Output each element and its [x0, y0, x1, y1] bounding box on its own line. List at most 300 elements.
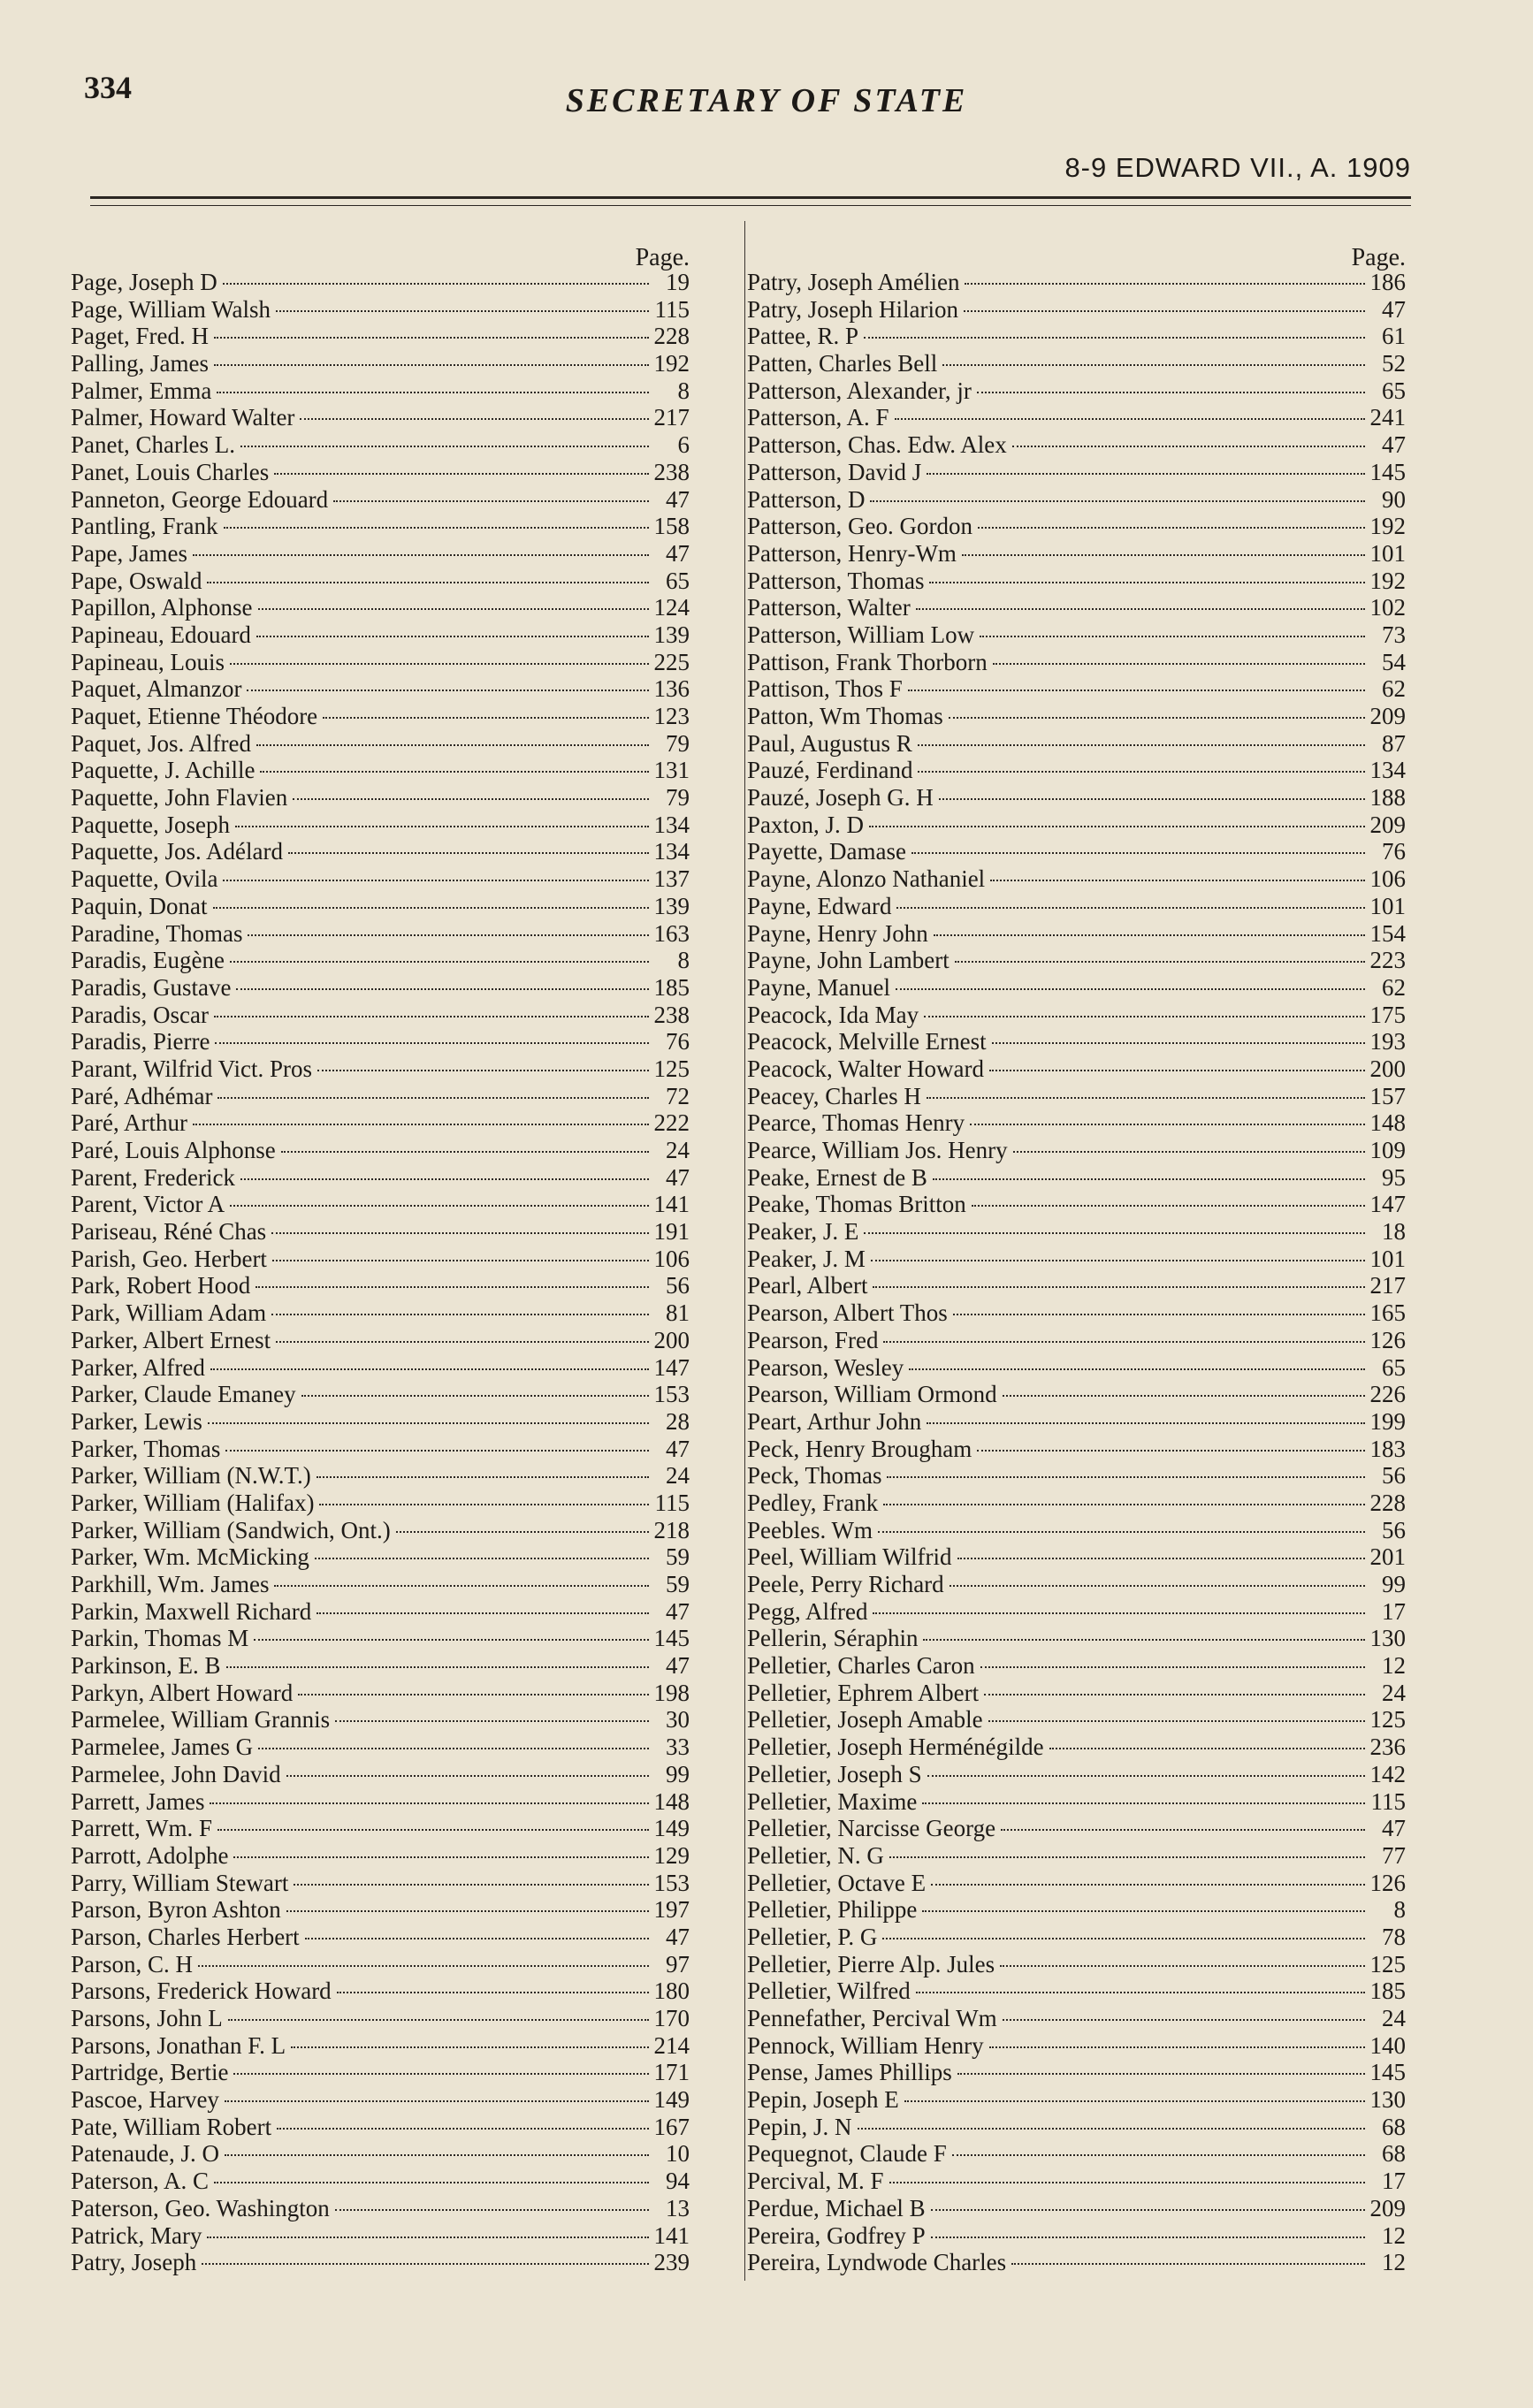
- entry-name: Parker, William (Sandwich, Ont.): [71, 1516, 391, 1543]
- dot-leader: [396, 1531, 649, 1533]
- dot-leader: [198, 1965, 649, 1967]
- entry-name: Pelletier, Pierre Alp. Jules: [747, 1950, 995, 1977]
- entry-page-number: 73: [1382, 621, 1406, 648]
- entry-name: Page, William Walsh: [71, 295, 271, 323]
- index-entry: [71, 893, 690, 920]
- entry-name: Parson, C. H: [71, 1950, 194, 1977]
- entry-page-number: 56: [666, 1272, 690, 1299]
- entry-name: Peacock, Walter Howard: [747, 1055, 984, 1082]
- entry-page-number: 24: [666, 1462, 690, 1490]
- entry-page-number: 225: [653, 648, 690, 675]
- entry-page-number: 47: [666, 539, 690, 567]
- entry-page-number: 77: [1382, 1841, 1406, 1869]
- dot-leader: [929, 582, 1364, 583]
- index-entry: [71, 1436, 690, 1463]
- dot-leader: [317, 1476, 649, 1478]
- entry-page-number: 12: [1382, 1652, 1406, 1680]
- index-entry: [71, 296, 690, 324]
- index-entry: [71, 404, 690, 431]
- index-entry: [747, 2059, 1406, 2086]
- dot-leader: [1003, 1395, 1365, 1397]
- entry-page-number: 47: [666, 1435, 690, 1462]
- index-entry: [71, 1815, 690, 1842]
- dot-leader: [908, 690, 1365, 691]
- index-entry: [71, 730, 690, 758]
- entry-name: Patterson, William Low: [747, 621, 975, 648]
- index-entry: [71, 2032, 690, 2060]
- entry-name: Peel, William Wilfrid: [747, 1543, 952, 1571]
- entry-name: Pariseau, Réné Chas: [71, 1218, 267, 1246]
- entry-name: Peck, Thomas: [747, 1462, 882, 1490]
- entry-name: Pape, James: [71, 539, 187, 567]
- entry-page-number: 142: [1369, 1760, 1406, 1787]
- index-entry: [747, 431, 1406, 459]
- entry-name: Paquin, Donat: [71, 892, 208, 919]
- index-entry: [747, 2249, 1406, 2276]
- dot-leader: [922, 1910, 1365, 1912]
- index-entry: [71, 1896, 690, 1924]
- index-entry: [71, 1109, 690, 1137]
- entry-page-number: 115: [654, 295, 690, 323]
- index-entry: [71, 431, 690, 459]
- dot-leader: [193, 1124, 649, 1125]
- entry-name: Panet, Charles L.: [71, 431, 235, 459]
- dot-leader: [293, 798, 649, 800]
- dot-leader: [895, 418, 1365, 420]
- index-entry: [71, 812, 690, 839]
- index-entry: [71, 621, 690, 649]
- entry-name: Pelletier, Octave E: [747, 1869, 927, 1896]
- entry-page-number: 95: [1382, 1163, 1406, 1191]
- header-rule-thin: [90, 205, 1411, 206]
- entry-name: Patterson, Walter: [747, 594, 911, 621]
- index-entry: [71, 594, 690, 621]
- entry-page-number: 101: [1369, 539, 1406, 567]
- entry-name: Pereira, Lyndwode Charles: [747, 2249, 1007, 2276]
- index-entry: [747, 1625, 1406, 1652]
- dot-leader: [315, 1558, 649, 1559]
- entry-name: Patterson, Thomas: [747, 567, 925, 594]
- entry-name: Partridge, Bertie: [71, 2059, 229, 2086]
- dot-leader: [226, 1666, 649, 1668]
- index-entry: [747, 594, 1406, 621]
- entry-page-number: 147: [653, 1353, 690, 1381]
- entry-name: Pelletier, Narcisse George: [747, 1815, 996, 1842]
- index-entry: [71, 649, 690, 676]
- entry-page-number: 148: [1369, 1109, 1406, 1137]
- dot-leader: [260, 771, 648, 773]
- index-entry: [71, 459, 690, 486]
- entry-page-number: 47: [1382, 295, 1406, 323]
- dot-leader: [240, 446, 649, 447]
- entry-name: Parkinson, E. B: [71, 1652, 221, 1680]
- entry-page-number: 217: [1369, 1272, 1406, 1299]
- entry-name: Parkhill, Wm. James: [71, 1571, 270, 1597]
- dot-leader: [869, 826, 1364, 827]
- dot-leader: [933, 1178, 1365, 1180]
- entry-page-number: 185: [653, 973, 690, 1001]
- entry-page-number: 217: [653, 404, 690, 431]
- dot-leader: [882, 1938, 1365, 1939]
- dot-leader: [918, 744, 1365, 746]
- index-entry: [747, 1381, 1406, 1408]
- dot-leader: [989, 1070, 1365, 1071]
- index-entry: [71, 1462, 690, 1490]
- entry-name: Percival, M. F: [747, 2168, 884, 2195]
- index-entry: [747, 2168, 1406, 2195]
- dot-leader: [230, 961, 649, 963]
- index-entry: [71, 377, 690, 405]
- entry-name: Paquet, Etienne Théodore: [71, 703, 318, 729]
- dot-leader: [276, 1341, 648, 1343]
- entry-page-number: 129: [653, 1841, 690, 1869]
- entry-name: Peck, Henry Brougham: [747, 1435, 972, 1462]
- entry-page-number: 61: [1382, 323, 1406, 350]
- dot-leader: [217, 392, 649, 393]
- entry-page-number: 200: [653, 1326, 690, 1353]
- entry-name: Peart, Arthur John: [747, 1407, 922, 1435]
- entry-page-number: 52: [1382, 350, 1406, 377]
- entry-page-number: 149: [653, 1815, 690, 1842]
- entry-name: Patrick, Mary: [71, 2221, 202, 2249]
- entry-page-number: 201: [1369, 1543, 1406, 1571]
- dot-leader: [298, 1694, 648, 1696]
- dot-leader: [271, 1232, 648, 1234]
- entry-page-number: 139: [653, 621, 690, 648]
- index-entry: [71, 757, 690, 784]
- index-entry: [747, 1543, 1406, 1571]
- index-entry: [747, 703, 1406, 730]
- dot-leader: [916, 608, 1365, 610]
- index-entry: [71, 513, 690, 540]
- entry-name: Parkin, Maxwell Richard: [71, 1597, 312, 1625]
- index-entry: [747, 757, 1406, 784]
- entry-name: Patten, Charles Bell: [747, 350, 938, 377]
- entry-page-number: 87: [1382, 729, 1406, 757]
- entry-name: Paradis, Eugène: [71, 947, 225, 974]
- dot-leader: [980, 636, 1365, 637]
- dot-leader: [217, 1829, 649, 1831]
- index-entry: [71, 1625, 690, 1652]
- entry-page-number: 147: [1369, 1191, 1406, 1218]
- entry-page-number: 192: [1369, 567, 1406, 594]
- entry-name: Pearce, Thomas Henry: [747, 1109, 965, 1137]
- dot-leader: [909, 1368, 1365, 1370]
- index-entry: [747, 1272, 1406, 1299]
- dot-leader: [970, 1124, 1364, 1125]
- entry-page-number: 209: [1369, 2194, 1406, 2221]
- entry-page-number: 47: [666, 485, 690, 513]
- index-entry: [747, 1002, 1406, 1029]
- index-entry: [747, 1028, 1406, 1055]
- dot-leader: [896, 907, 1364, 909]
- dot-leader: [230, 1205, 648, 1207]
- entry-page-number: 47: [1382, 1815, 1406, 1842]
- index-entry: [747, 513, 1406, 540]
- entry-name: Pearson, Albert Thos: [747, 1299, 948, 1327]
- entry-name: Pearson, William Ormond: [747, 1381, 997, 1408]
- dot-leader: [214, 2182, 649, 2183]
- index-entry: [71, 1598, 690, 1626]
- dot-leader: [988, 1720, 1365, 1722]
- entry-name: Paré, Louis Alphonse: [71, 1137, 276, 1163]
- dot-leader: [214, 364, 649, 366]
- index-entry: [71, 2249, 690, 2276]
- dot-leader: [301, 1395, 649, 1397]
- dot-leader: [864, 337, 1365, 339]
- regnal-year: 8-9 EDWARD VII., A. 1909: [1064, 152, 1411, 183]
- entry-page-number: 218: [653, 1516, 690, 1543]
- index-entry: [71, 1299, 690, 1327]
- index-entry: [71, 1354, 690, 1382]
- dot-leader: [337, 1992, 649, 1993]
- entry-name: Payne, Manuel: [747, 973, 890, 1001]
- dot-leader: [873, 1286, 1364, 1288]
- dot-leader: [870, 500, 1365, 502]
- dot-leader: [294, 1884, 648, 1886]
- index-entry: [747, 1652, 1406, 1680]
- entry-page-number: 72: [666, 1082, 690, 1109]
- entry-name: Patenaude, J. O: [71, 2140, 219, 2168]
- dot-leader: [989, 2046, 1365, 2048]
- entry-page-number: 141: [653, 1191, 690, 1218]
- index-entry: [71, 486, 690, 514]
- index-entry: [747, 784, 1406, 812]
- entry-page-number: 171: [653, 2059, 690, 2086]
- entry-page-number: 141: [653, 2221, 690, 2249]
- entry-name: Payne, John Lambert: [747, 947, 950, 974]
- index-entry: [747, 459, 1406, 486]
- index-entry: [747, 1490, 1406, 1517]
- entry-name: Patterson, David J: [747, 458, 922, 485]
- index-entry: [71, 1761, 690, 1788]
- entry-page-number: 145: [653, 1625, 690, 1652]
- index-entry: [71, 1083, 690, 1110]
- entry-page-number: 209: [1369, 703, 1406, 729]
- index-entry: [747, 675, 1406, 703]
- entry-page-number: 79: [666, 729, 690, 757]
- dot-leader: [207, 582, 649, 583]
- entry-page-number: 30: [666, 1706, 690, 1734]
- entry-page-number: 109: [1369, 1137, 1406, 1163]
- index-entry: [71, 1137, 690, 1164]
- dot-leader: [233, 2073, 648, 2075]
- dot-leader: [225, 2154, 649, 2156]
- dot-leader: [286, 1775, 649, 1777]
- entry-page-number: 81: [666, 1299, 690, 1327]
- entry-name: Payne, Edward: [747, 892, 892, 919]
- entry-name: Peacock, Ida May: [747, 1001, 919, 1028]
- index-entry: [71, 1652, 690, 1680]
- index-entry: [71, 1977, 690, 2005]
- index-entry: [747, 1761, 1406, 1788]
- index-entry: [71, 1951, 690, 1978]
- index-entry: [747, 1977, 1406, 2005]
- entry-name: Pereira, Godfrey P: [747, 2221, 926, 2249]
- entry-name: Parmelee, James G: [71, 1734, 254, 1761]
- entry-name: Patterson, A. F: [747, 404, 889, 431]
- index-entry: [747, 1788, 1406, 1816]
- entry-page-number: 157: [1369, 1082, 1406, 1109]
- entry-page-number: 136: [653, 675, 690, 703]
- index-entry: [71, 1272, 690, 1299]
- right-column: [747, 244, 1406, 2276]
- dot-leader: [955, 961, 1365, 963]
- dot-leader: [213, 907, 649, 909]
- index-entry: [747, 2032, 1406, 2060]
- entry-name: Page, Joseph D: [71, 269, 217, 295]
- index-entry: [71, 1842, 690, 1870]
- dot-leader: [1049, 1748, 1365, 1749]
- dot-leader: [274, 1585, 649, 1587]
- dot-leader: [317, 1612, 649, 1614]
- index-entry: [747, 865, 1406, 893]
- dot-leader: [931, 1884, 1364, 1886]
- entry-name: Pedley, Frank: [747, 1489, 879, 1516]
- entry-name: Parmelee, John David: [71, 1760, 281, 1787]
- index-entry: [747, 2222, 1406, 2250]
- entry-page-number: 153: [653, 1381, 690, 1408]
- index-entry: [747, 568, 1406, 595]
- index-entry: [747, 350, 1406, 377]
- entry-page-number: 131: [653, 757, 690, 784]
- entry-name: Parkyn, Albert Howard: [71, 1679, 294, 1706]
- entry-page-number: 125: [1369, 1950, 1406, 1977]
- entry-page-number: 19: [666, 269, 690, 295]
- entry-name: Peaker, J. E: [747, 1218, 859, 1246]
- entry-page-number: 222: [653, 1109, 690, 1137]
- entry-name: Parker, Thomas: [71, 1435, 221, 1462]
- entry-name: Pelletier, P. G: [747, 1923, 878, 1950]
- dot-leader: [276, 310, 649, 312]
- index-entry: [747, 2086, 1406, 2114]
- index-entry: [71, 947, 690, 974]
- entry-name: Parmelee, William Grannis: [71, 1706, 331, 1734]
- entry-name: Payette, Damase: [747, 838, 906, 865]
- entry-name: Paul, Augustus R: [747, 729, 912, 757]
- index-entry: [747, 812, 1406, 839]
- index-entry: [71, 1706, 690, 1734]
- dot-leader: [258, 1748, 649, 1749]
- index-entry: [747, 486, 1406, 514]
- index-entry: [71, 2168, 690, 2195]
- dot-leader: [281, 1151, 649, 1153]
- index-entry: [747, 1354, 1406, 1382]
- dot-leader: [962, 554, 1365, 556]
- entry-name: Pellerin, Séraphin: [747, 1625, 919, 1652]
- entry-page-number: 183: [1369, 1435, 1406, 1462]
- entry-name: Parker, Albert Ernest: [71, 1326, 271, 1353]
- entry-page-number: 47: [666, 1597, 690, 1625]
- entry-page-number: 68: [1382, 2140, 1406, 2168]
- index-entry: [71, 675, 690, 703]
- dot-leader: [207, 2237, 648, 2238]
- index-entry: [747, 1706, 1406, 1734]
- entry-name: Patry, Joseph Hilarion: [747, 295, 958, 323]
- dot-leader: [256, 636, 649, 637]
- index-entry: [71, 568, 690, 595]
- dot-leader: [317, 1070, 648, 1071]
- entry-page-number: 192: [1369, 513, 1406, 540]
- entry-name: Paradine, Thomas: [71, 919, 243, 947]
- entry-page-number: 106: [1369, 865, 1406, 893]
- entry-name: Perdue, Michael B: [747, 2194, 926, 2221]
- entry-name: Parsons, John L: [71, 2005, 223, 2031]
- index-entry: [747, 2195, 1406, 2222]
- index-entry: [71, 1218, 690, 1246]
- entry-page-number: 191: [653, 1218, 690, 1246]
- entry-page-number: 124: [653, 594, 690, 621]
- entry-name: Pepin, Joseph E: [747, 2086, 899, 2114]
- entry-name: Parent, Frederick: [71, 1163, 235, 1191]
- index-entry: [71, 920, 690, 948]
- index-entry: [71, 1055, 690, 1083]
- dot-leader: [990, 880, 1364, 881]
- entry-name: Pelletier, Joseph S: [747, 1760, 922, 1787]
- entry-page-number: 123: [653, 703, 690, 729]
- dot-leader: [952, 2154, 1365, 2156]
- entry-page-number: 130: [1369, 2086, 1406, 2114]
- entry-page-number: 126: [1369, 1326, 1406, 1353]
- entry-name: Park, Robert Hood: [71, 1272, 251, 1299]
- entry-name: Parant, Wilfrid Vict. Pros: [71, 1055, 313, 1082]
- index-entry: [747, 1842, 1406, 1870]
- entry-page-number: 8: [1393, 1896, 1406, 1924]
- entry-page-number: 24: [1382, 2005, 1406, 2031]
- entry-page-number: 62: [1382, 973, 1406, 1001]
- index-entry: [747, 323, 1406, 350]
- entry-name: Pauzé, Joseph G. H: [747, 784, 934, 812]
- index-entry: [747, 1924, 1406, 1951]
- dot-leader: [193, 554, 649, 556]
- entry-name: Peebles. Wm: [747, 1516, 873, 1543]
- entry-name: Pelletier, Joseph Herménégilde: [747, 1734, 1044, 1761]
- entry-name: Paradis, Pierre: [71, 1028, 210, 1055]
- entry-page-number: 102: [1369, 594, 1406, 621]
- entry-name: Parsons, Jonathan F. L: [71, 2031, 286, 2059]
- entry-name: Paquette, Ovila: [71, 865, 218, 893]
- index-entry: [747, 1083, 1406, 1110]
- dot-leader: [934, 934, 1365, 936]
- entry-page-number: 8: [677, 947, 690, 974]
- dot-leader: [984, 1694, 1365, 1696]
- dot-leader: [271, 1314, 649, 1315]
- dot-leader: [208, 1422, 649, 1424]
- entry-name: Paquette, John Flavien: [71, 784, 288, 812]
- dot-leader: [918, 771, 1364, 773]
- entry-page-number: 101: [1369, 892, 1406, 919]
- dot-leader: [1012, 446, 1365, 447]
- entry-page-number: 90: [1382, 485, 1406, 513]
- entry-name: Parker, Alfred: [71, 1353, 205, 1381]
- dot-leader: [214, 337, 649, 339]
- index-entry: [71, 2059, 690, 2086]
- dot-leader: [927, 1097, 1365, 1099]
- entry-page-number: 238: [653, 1001, 690, 1028]
- index-entry: [747, 2005, 1406, 2032]
- running-title: SECRETARY OF STATE: [565, 82, 968, 119]
- entry-page-number: 115: [654, 1489, 690, 1516]
- index-entry: [747, 377, 1406, 405]
- index-entry: [747, 1462, 1406, 1490]
- dot-leader: [256, 1286, 649, 1288]
- header-rule-thick: [90, 196, 1411, 199]
- index-entry: [71, 269, 690, 296]
- index-entry: [747, 1517, 1406, 1544]
- index-entry: [747, 1951, 1406, 1978]
- index-entry: [747, 838, 1406, 865]
- entry-name: Pascoe, Harvey: [71, 2086, 219, 2114]
